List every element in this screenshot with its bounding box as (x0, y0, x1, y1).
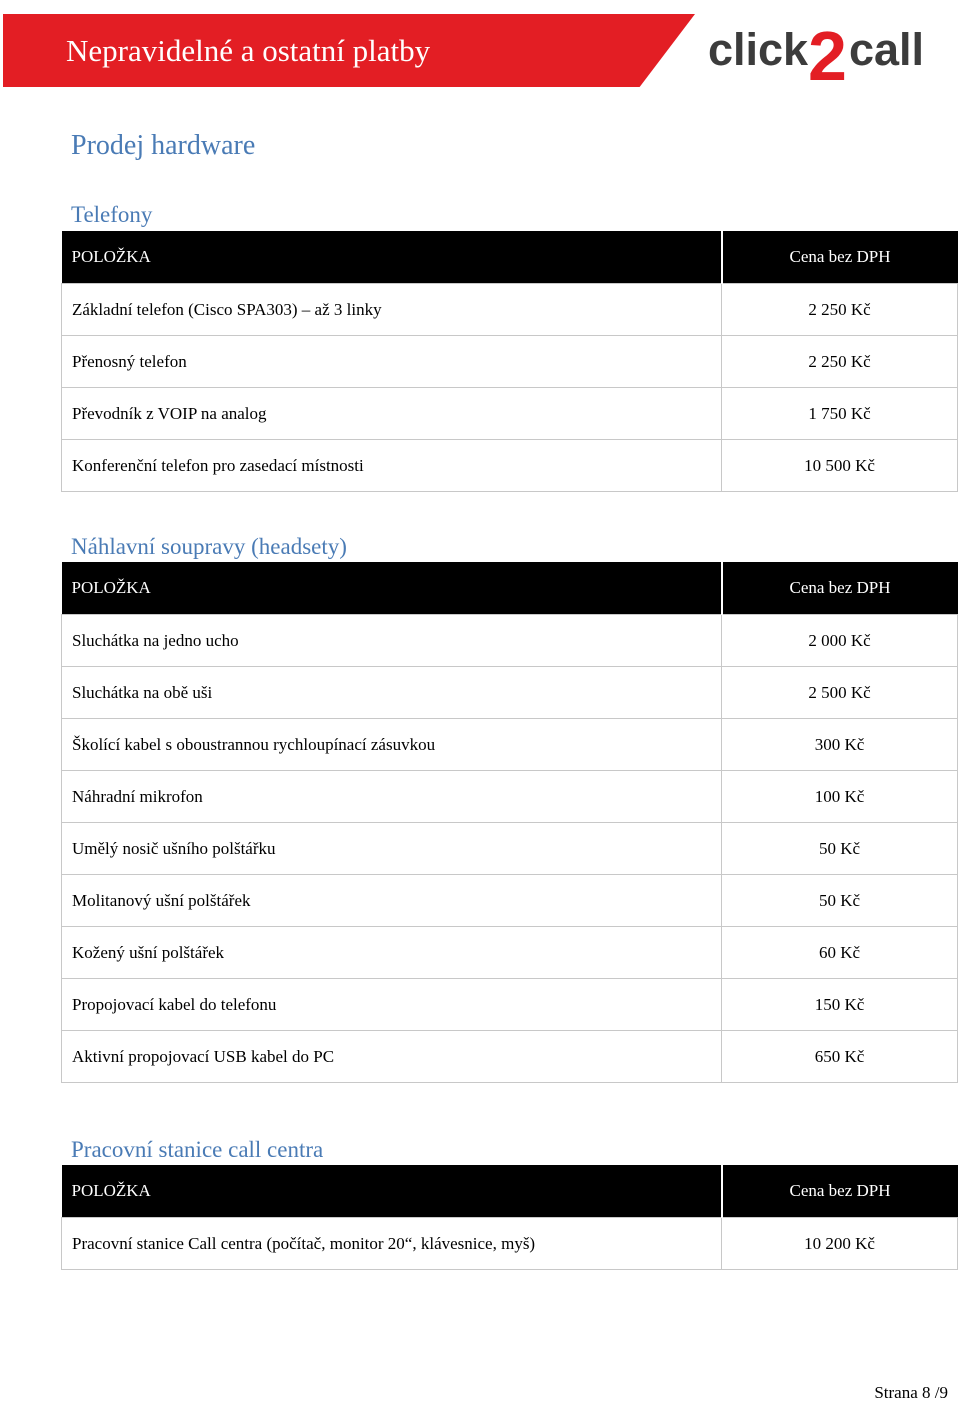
item-price: 60 Kč (722, 927, 958, 979)
item-price: 10 200 Kč (722, 1218, 958, 1270)
section-title-workstations: Pracovní stanice call centra (71, 1137, 324, 1162)
table-row (62, 979, 958, 1031)
price-table-workstations (61, 1165, 958, 1270)
item-name: Sluchátka na obě uši (62, 667, 722, 719)
item-name: Sluchátka na jedno ucho (62, 615, 722, 667)
table-header-row (62, 231, 958, 284)
click2call-logo (708, 4, 960, 96)
item-name: Kožený ušní polštářek (62, 927, 722, 979)
item-price: 2 000 Kč (722, 615, 958, 667)
item-price: 300 Kč (722, 719, 958, 771)
price-table-telefony (61, 231, 958, 492)
item-name: Školící kabel s oboustrannou rychloupínací zásuvkou (62, 719, 722, 771)
item-price: 50 Kč (722, 823, 958, 875)
table-row (62, 1031, 958, 1083)
table-row (62, 771, 958, 823)
column-header-item: POLOŽKA (62, 1165, 722, 1218)
item-price: 2 250 Kč (722, 336, 958, 388)
page-heading: Prodej hardware (71, 130, 256, 161)
table-row (62, 440, 958, 492)
item-price: 50 Kč (722, 875, 958, 927)
logo-text-left: click (708, 24, 809, 75)
table-row (62, 284, 958, 336)
section-title-telefony: Telefony (71, 202, 153, 227)
item-name: Pracovní stanice Call centra (počítač, monitor 20“, klávesnice, myš) (62, 1218, 722, 1270)
item-name: Umělý nosič ušního polštářku (62, 823, 722, 875)
table-row (62, 1218, 958, 1270)
item-name: Přenosný telefon (62, 336, 722, 388)
item-price: 650 Kč (722, 1031, 958, 1083)
column-header-item: POLOŽKA (62, 231, 722, 284)
item-name: Základní telefon (Cisco SPA303) – až 3 linky (62, 284, 722, 336)
page-header-title: Nepravidelné a ostatní platby (66, 33, 431, 68)
item-name: Propojovací kabel do telefonu (62, 979, 722, 1031)
table-row (62, 875, 958, 927)
item-name: Převodník z VOIP na analog (62, 388, 722, 440)
item-price: 100 Kč (722, 771, 958, 823)
page-number: Strana 8 /9 (874, 1383, 948, 1402)
logo-text-right: call (849, 24, 925, 75)
column-header-price: Cena bez DPH (722, 231, 958, 284)
item-price: 150 Kč (722, 979, 958, 1031)
column-header-item: POLOŽKA (62, 562, 722, 615)
table-row (62, 927, 958, 979)
table-header-row (62, 562, 958, 615)
item-name: Aktivní propojovací USB kabel do PC (62, 1031, 722, 1083)
table-row (62, 388, 958, 440)
column-header-price: Cena bez DPH (722, 562, 958, 615)
item-price: 1 750 Kč (722, 388, 958, 440)
table-row (62, 336, 958, 388)
section-title-headsets: Náhlavní soupravy (headsety) (71, 534, 347, 559)
price-table-headsets (61, 562, 958, 1083)
table-row (62, 823, 958, 875)
logo-digit: 2 (808, 17, 847, 95)
item-price: 2 500 Kč (722, 667, 958, 719)
item-name: Konferenční telefon pro zasedací místnosti (62, 440, 722, 492)
table-header-row (62, 1165, 958, 1218)
table-row (62, 667, 958, 719)
table-row (62, 719, 958, 771)
item-name: Náhradní mikrofon (62, 771, 722, 823)
column-header-price: Cena bez DPH (722, 1165, 958, 1218)
item-price: 10 500 Kč (722, 440, 958, 492)
table-row (62, 615, 958, 667)
item-name: Molitanový ušní polštářek (62, 875, 722, 927)
item-price: 2 250 Kč (722, 284, 958, 336)
